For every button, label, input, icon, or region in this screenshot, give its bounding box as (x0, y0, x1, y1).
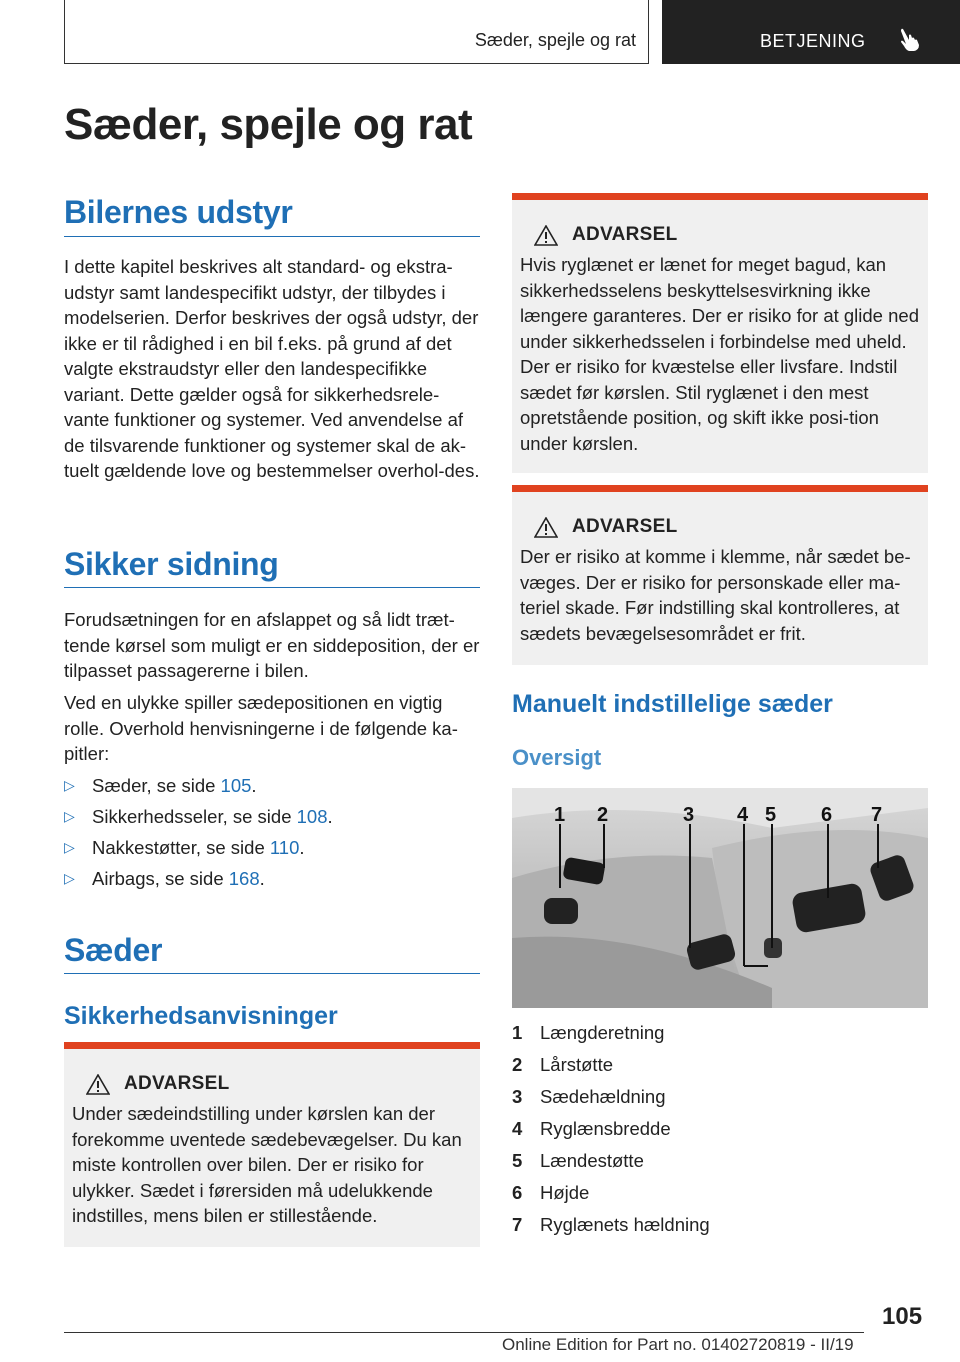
warning-triangle-icon (534, 225, 558, 246)
photo-callout: 4 (737, 804, 749, 826)
seat-controls-photo (512, 788, 928, 1008)
section-rule (64, 587, 480, 588)
photo-callout: 1 (554, 804, 566, 826)
warning-triangle-icon (86, 1074, 110, 1095)
subheading-oversigt: Oversigt (512, 745, 602, 770)
list-item: 5 Lændestøtte (512, 1150, 644, 1171)
list-item: 4 Ryglænsbredde (512, 1118, 671, 1139)
subheading-sikkerhedsanvisninger: Sikkerhedsanvisninger (64, 1002, 338, 1030)
warning-label: ADVARSEL (124, 1073, 230, 1094)
warning-text: Hvis ryglænet er lænet for meget bagud, kan sikkerhedsselens beskyttelsesvirkning ikke længere garanteres. Der er risiko for at glide ned under sikkerhedsselen i forbindelse med uheld. Der er risiko for kvæstelse eller livsfare. Indstil sædet før kørslen. Stil ryglænet i den mest opretstående position, og skift ikke posi-tion under kørslen. (520, 254, 919, 454)
page-title: Sæder, spejle og rat (64, 100, 473, 149)
paragraph-udstyr: I dette kapitel beskrives alt standard- og ekstra-udstyr samt landespecifikt udstyr, der tilbydes i modelserien. Derfor beskrives der også udstyr, der ikke er til rådighed i en bil f.eks. på grund af det valgte ekstraudstyr eller den landespecifikke variant. Dette gælder også for sikkerhedsrele-vante funktioner og systemer. Ved anvendelse af de tilsvarende funktioner og systemer skal de ak-tuelt gældende love og bestemmelser overhol-des. (64, 256, 480, 481)
page-link[interactable]: 110 (269, 837, 300, 858)
warning-label: ADVARSEL (572, 516, 678, 537)
page-link[interactable]: 105 (220, 775, 252, 796)
header-chapter-title: BETJENING (760, 31, 866, 51)
triangle-bullet-icon: ▷ (64, 808, 75, 824)
list-item: 6 Højde (512, 1182, 590, 1203)
list-item: ▷ Sikkerhedsseler, se side 108. (64, 801, 480, 832)
footer-rule (64, 1332, 864, 1333)
photo-callout: 6 (821, 804, 833, 826)
photo-callout: 2 (597, 804, 609, 826)
triangle-bullet-icon: ▷ (64, 870, 75, 886)
page-link[interactable]: 108 (296, 806, 328, 827)
paragraph-forudsaetning: Forudsætningen for en afslappet og så lidt træt-tende kørsel som muligt er en siddeposition, der er tilpasset passagererne i bilen. (64, 609, 480, 681)
photo-callout: 7 (871, 804, 883, 826)
list-item: ▷ Nakkestøtter, se side 110. (64, 832, 480, 863)
photo-legend (512, 1017, 928, 1241)
triangle-bullet-icon: ▷ (64, 839, 75, 855)
warning-box (64, 1042, 480, 1247)
section-rule (64, 973, 480, 974)
photo-callout: 5 (765, 804, 777, 826)
triangle-bullet-icon: ▷ (64, 777, 75, 793)
list-item: 2 Lårstøtte (512, 1054, 613, 1075)
section-rule (64, 236, 480, 237)
hand-pointer-icon (898, 26, 922, 52)
subheading-manuelt-indstillelige: Manuelt indstillelige sæder (512, 690, 833, 718)
warning-text: Under sædeindstilling under kørslen kan der forekomme uventede sædebevægelser. Du kan miste kontrollen over bilen. Der er risiko for ulykker. Sædet i førersiden må udelukkende indstilles, mens bilen er stillestående. (72, 1103, 462, 1226)
header-section-title: Sæder, spejle og rat (474, 30, 636, 50)
warning-label: ADVARSEL (572, 224, 678, 245)
section-heading-bilernes-udstyr: Bilernes udstyr (64, 194, 293, 230)
header-section-tab (64, 0, 649, 64)
header-chapter-tab (662, 0, 960, 64)
footer-edition: Online Edition for Part no. 01402720819 - II/19 (502, 1335, 854, 1354)
list-item: 3 Sædehældning (512, 1086, 666, 1107)
list-item: ▷ Airbags, se side 168. (64, 863, 480, 894)
page-link[interactable]: 168 (228, 868, 260, 889)
section-heading-sikker-sidning: Sikker sidning (64, 546, 279, 582)
seat-illustration (512, 788, 928, 1008)
warning-text: Der er risiko at komme i klemme, når sædet be-væges. Der er risiko for personskade eller ma-teriel skade. Før indstilling skal kontrolleres, at sædets bevægelsesområdet er frit. (520, 546, 911, 644)
warning-box (512, 193, 928, 473)
page-number: 105 (882, 1303, 923, 1330)
list-item: 7 Ryglænets hældning (512, 1214, 710, 1235)
list-item: 1 Længderetning (512, 1022, 665, 1043)
warning-triangle-icon (534, 517, 558, 538)
list-item: ▷ Sæder, se side 105. (64, 770, 480, 801)
warning-box (512, 485, 928, 665)
section-heading-saeder: Sæder (64, 932, 163, 968)
cross-reference-list (64, 770, 480, 894)
photo-callout: 3 (683, 804, 695, 826)
paragraph-ulykke: Ved en ulykke spiller sædepositionen en vigtig rolle. Overhold henvisningerne i de følgende ka-pitler: (64, 692, 458, 764)
